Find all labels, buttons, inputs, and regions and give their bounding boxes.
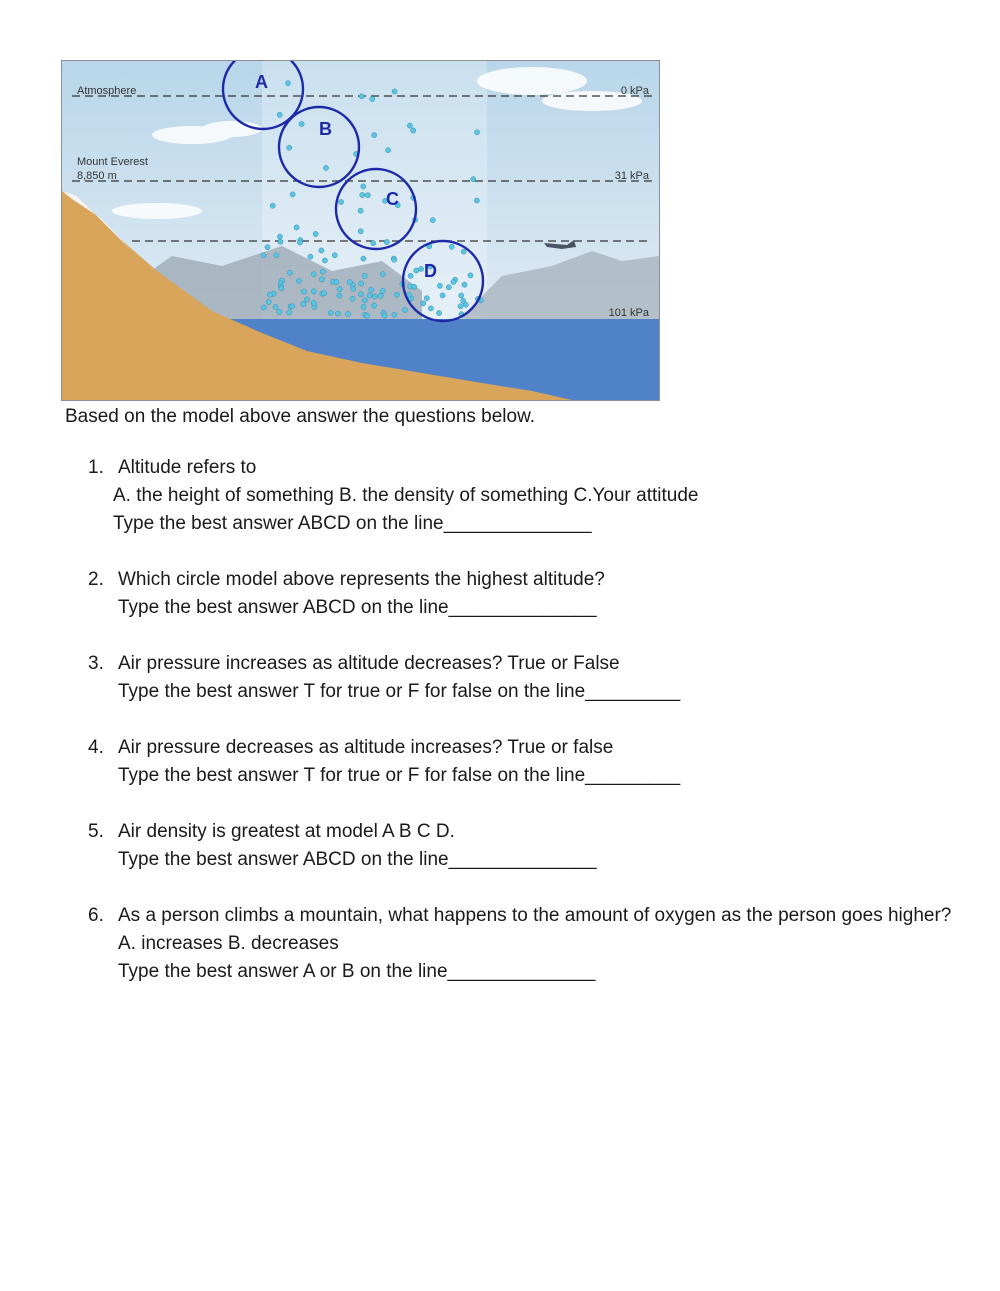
- air-molecule: [277, 112, 282, 117]
- air-molecule: [371, 303, 376, 308]
- air-molecule: [358, 229, 363, 234]
- question-list: [88, 454, 968, 1014]
- air-molecule: [320, 269, 325, 274]
- air-molecule: [334, 279, 339, 284]
- air-molecule: [459, 293, 464, 298]
- circle-b-label: B: [319, 119, 332, 139]
- question-text: Air pressure decreases as altitude increases? True or false: [118, 737, 614, 758]
- air-molecule: [288, 270, 293, 275]
- air-molecule: [261, 253, 266, 258]
- air-molecule: [319, 248, 324, 253]
- air-molecule: [359, 281, 364, 286]
- air-molecule: [361, 256, 366, 261]
- air-molecule: [380, 288, 385, 293]
- air-molecule: [267, 292, 272, 297]
- air-molecule: [358, 292, 363, 297]
- air-molecule: [365, 313, 370, 318]
- air-molecule: [335, 311, 340, 316]
- air-molecule: [419, 266, 424, 271]
- answer-line[interactable]: Type the best answer ABCD on the line______________: [118, 597, 597, 618]
- air-molecule: [378, 293, 383, 298]
- question-5: [88, 818, 968, 874]
- circle-a-label: A: [255, 72, 268, 92]
- air-molecule: [301, 289, 306, 294]
- air-molecule: [428, 306, 433, 311]
- air-molecule: [412, 284, 417, 289]
- air-molecule: [440, 293, 445, 298]
- answer-line[interactable]: Type the best answer T for true or F for false on the line_________: [118, 681, 681, 702]
- air-molecule: [370, 96, 375, 101]
- mount-everest-label: Mount Everest: [77, 156, 148, 168]
- air-molecule: [371, 241, 376, 246]
- question-number: 4.: [88, 737, 104, 758]
- air-molecule: [261, 305, 266, 310]
- question-number: 6.: [88, 905, 104, 926]
- air-molecule: [279, 286, 284, 291]
- air-molecule: [347, 280, 352, 285]
- air-molecule: [337, 293, 342, 298]
- air-molecule: [474, 130, 479, 135]
- air-molecule: [424, 296, 429, 301]
- air-molecule: [328, 310, 333, 315]
- air-molecule: [471, 177, 476, 182]
- pressure-31-label: 31 kPa: [614, 170, 649, 182]
- air-molecule: [367, 293, 372, 298]
- air-molecule: [462, 282, 467, 287]
- everest-height-label: 8,850 m: [77, 170, 117, 182]
- air-molecule: [339, 199, 344, 204]
- question-text: Air pressure increases as altitude decreases? True or False: [118, 653, 620, 674]
- air-molecule: [392, 312, 397, 317]
- question-2: [88, 566, 968, 622]
- air-molecule: [369, 287, 374, 292]
- air-molecule: [392, 89, 397, 94]
- air-molecule: [351, 286, 356, 291]
- air-molecule: [297, 240, 302, 245]
- air-molecule: [361, 304, 366, 309]
- question-text: Altitude refers to: [118, 457, 257, 478]
- air-molecule: [474, 198, 479, 203]
- air-molecule: [372, 294, 377, 299]
- air-molecule: [360, 192, 365, 197]
- air-molecule: [437, 310, 442, 315]
- air-molecule: [350, 296, 355, 301]
- air-molecule: [266, 299, 271, 304]
- instructions-intro: Based on the model above answer the questions below.: [65, 406, 536, 427]
- air-molecule: [358, 208, 363, 213]
- air-molecule: [277, 234, 282, 239]
- air-molecule: [451, 279, 456, 284]
- air-molecule: [322, 291, 327, 296]
- air-molecule: [394, 292, 399, 297]
- air-molecule: [319, 277, 324, 282]
- air-molecule: [304, 297, 309, 302]
- air-molecule: [287, 145, 292, 150]
- air-molecule: [461, 298, 466, 303]
- air-molecule: [446, 285, 451, 290]
- question-6: [88, 902, 968, 986]
- air-molecule: [408, 273, 413, 278]
- air-molecule: [337, 287, 342, 292]
- question-text: As a person climbs a mountain, what happens to the amount of oxygen as the person goes higher? A. increases B. decreases: [118, 905, 952, 954]
- air-molecule: [392, 257, 397, 262]
- atmosphere-label: Atmosphere: [77, 85, 137, 97]
- air-molecule: [361, 184, 366, 189]
- question-number: 2.: [88, 569, 104, 590]
- air-molecule: [362, 273, 367, 278]
- air-molecule: [313, 231, 318, 236]
- air-molecule: [461, 249, 466, 254]
- answer-line[interactable]: Type the best answer ABCD on the line______________: [118, 849, 597, 870]
- pressure-101-label: 101 kPa: [608, 307, 649, 319]
- air-molecule: [273, 304, 278, 309]
- air-molecule: [437, 283, 442, 288]
- air-molecule: [382, 313, 387, 318]
- air-molecule: [345, 312, 350, 317]
- answer-options: A. the height of something B. the density of something C.Your attitude: [113, 485, 699, 506]
- air-molecule: [274, 253, 279, 258]
- question-1: [88, 454, 968, 538]
- air-molecule: [414, 268, 419, 273]
- air-molecule: [372, 133, 377, 138]
- question-4: [88, 734, 968, 790]
- air-molecule: [311, 272, 316, 277]
- question-number: 1.: [88, 457, 104, 478]
- air-molecule: [311, 300, 316, 305]
- question-number: 5.: [88, 821, 104, 842]
- air-molecule: [299, 121, 304, 126]
- air-molecule: [365, 193, 370, 198]
- air-molecule: [384, 239, 389, 244]
- air-molecule: [430, 218, 435, 223]
- air-molecule: [311, 289, 316, 294]
- air-molecule: [296, 278, 301, 283]
- answer-line[interactable]: Type the best answer A or B on the line______________: [118, 961, 596, 982]
- circle-c-label: C: [386, 189, 399, 209]
- answer-line[interactable]: Type the best answer ABCD on the line______________: [113, 513, 592, 534]
- air-molecule: [285, 81, 290, 86]
- air-molecule: [277, 309, 282, 314]
- air-molecule: [362, 298, 367, 303]
- air-molecule: [287, 310, 292, 315]
- pressure-0-label: 0 kPa: [620, 85, 649, 97]
- atmosphere-pressure-diagram: [61, 60, 660, 401]
- air-molecule: [332, 253, 337, 258]
- air-molecule: [322, 258, 327, 263]
- air-molecule: [301, 301, 306, 306]
- question-number: 3.: [88, 653, 104, 674]
- air-molecule: [386, 148, 391, 153]
- air-molecule: [449, 244, 454, 249]
- air-molecule: [380, 272, 385, 277]
- air-molecule: [323, 165, 328, 170]
- circle-d-label: D: [424, 261, 437, 281]
- answer-line[interactable]: Type the best answer T for true or F for false on the line_________: [118, 765, 681, 786]
- air-molecule: [290, 304, 295, 309]
- air-molecule: [359, 94, 364, 99]
- air-molecule: [421, 301, 426, 306]
- air-molecule: [458, 304, 463, 309]
- question-text: Air density is greatest at model A B C D.: [118, 821, 455, 842]
- air-molecule: [308, 254, 313, 259]
- air-molecule: [265, 245, 270, 250]
- question-3: [88, 650, 968, 706]
- air-molecule: [278, 239, 283, 244]
- air-molecule: [290, 192, 295, 197]
- air-molecule: [402, 307, 407, 312]
- air-molecule: [468, 273, 473, 278]
- question-text: Which circle model above represents the highest altitude?: [118, 569, 605, 590]
- air-molecule: [411, 128, 416, 133]
- air-molecule: [270, 203, 275, 208]
- air-molecule: [294, 225, 299, 230]
- air-molecule: [407, 123, 412, 128]
